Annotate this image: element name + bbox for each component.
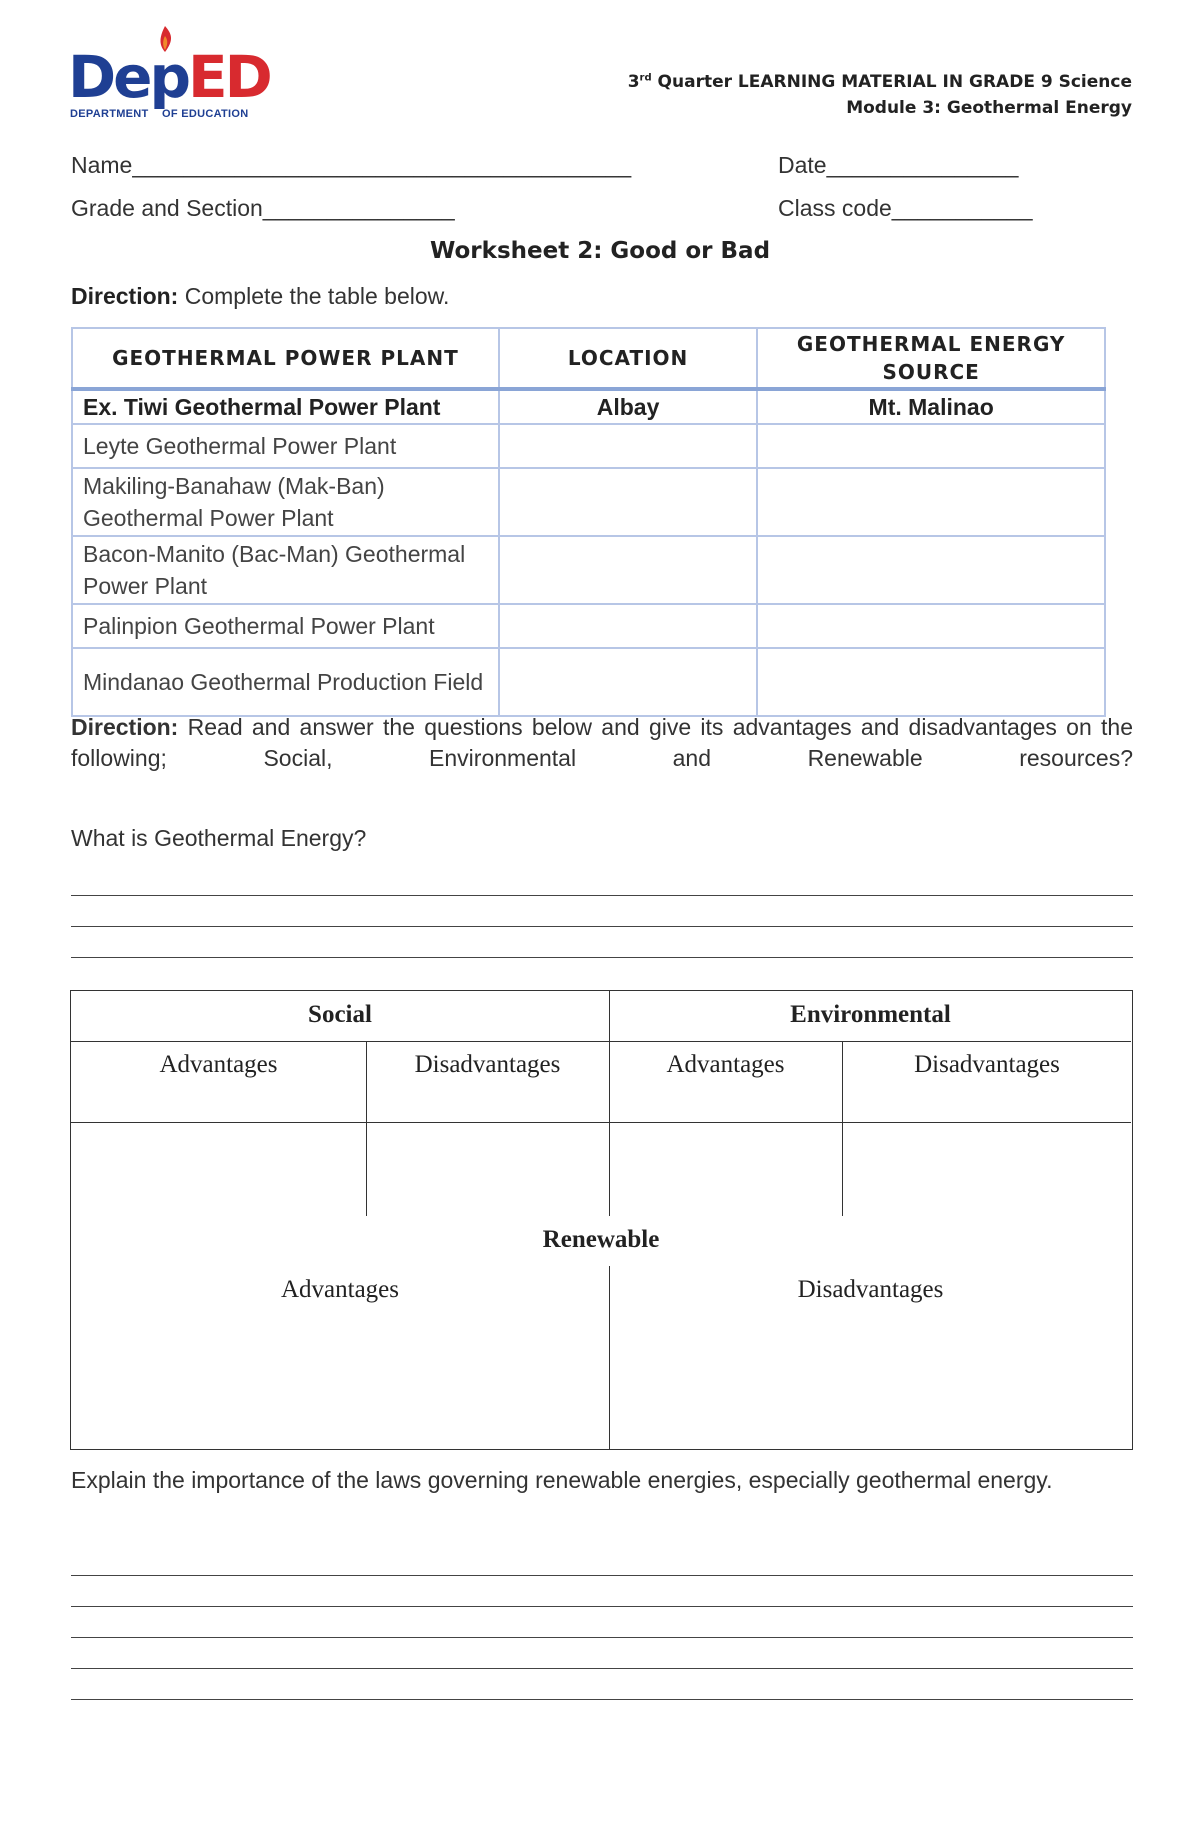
table-row: [72, 604, 1105, 648]
header-module: Module 3: Geothermal Energy: [846, 98, 1132, 118]
social-disadvantages: Disadvantages: [414, 1051, 561, 1078]
answer-line[interactable]: [71, 1575, 1133, 1576]
question-what-is-geothermal: What is Geothermal Energy?: [71, 825, 367, 851]
header-quarter: 3rd Quarter LEARNING MATERIAL IN GRADE 9 Science: [627, 72, 1132, 92]
location-cell[interactable]: [499, 604, 758, 648]
advantages-table: [70, 990, 1133, 1450]
table-row-example: [72, 389, 1105, 424]
deped-logo: [66, 24, 276, 124]
question-laws-importance: Explain the importance of the laws governing renewable energies, especially geothermal energy.: [71, 1467, 1053, 1493]
header-power-plant: GEOTHERMAL POWER PLANT: [72, 328, 499, 389]
example-source: Mt. Malinao: [757, 389, 1105, 424]
answer-line[interactable]: [71, 1699, 1133, 1700]
source-cell[interactable]: [757, 468, 1105, 536]
grade-section-field[interactable]: Grade and Section_______________: [71, 195, 455, 221]
logo-subtitle: DEPARTMENT OF EDUCATION: [70, 108, 249, 120]
direction-1: Direction: Complete the table below.: [71, 283, 450, 309]
name-field[interactable]: Name_______________________________________: [71, 152, 632, 178]
renewable-advantages: Advantages: [280, 1276, 400, 1303]
example-plant: Ex. Tiwi Geothermal Power Plant: [72, 389, 499, 424]
plant-name: Bacon-Manito (Bac-Man) Geothermal Power Plant: [72, 536, 499, 604]
source-cell[interactable]: [757, 536, 1105, 604]
answer-line[interactable]: [71, 957, 1133, 958]
plant-name: Mindanao Geothermal Production Field: [72, 648, 499, 716]
answer-line[interactable]: [71, 1668, 1133, 1669]
social-heading: Social: [308, 1001, 372, 1028]
answer-line[interactable]: [71, 926, 1133, 927]
table-row: [72, 468, 1105, 536]
header-location: LOCATION: [499, 328, 758, 389]
example-location: Albay: [499, 389, 758, 424]
worksheet-title: Worksheet 2: Good or Bad: [429, 238, 771, 264]
location-cell[interactable]: [499, 424, 758, 468]
direction-2: Direction: Read and answer the questions below and give its advantages and disadvantages on the following; Social, Environmental and Renewable resources?: [71, 714, 1133, 771]
table-row: [72, 648, 1105, 716]
header-energy-source: GEOTHERMAL ENERGY SOURCE: [757, 328, 1105, 389]
answer-line[interactable]: [71, 1637, 1133, 1638]
logo-wordmark: DepED: [68, 43, 270, 111]
environmental-advantages: Advantages: [666, 1051, 785, 1078]
location-cell[interactable]: [499, 468, 758, 536]
plant-name: Leyte Geothermal Power Plant: [72, 424, 499, 468]
answer-line[interactable]: [71, 895, 1133, 896]
location-cell[interactable]: [499, 648, 758, 716]
source-cell[interactable]: [757, 424, 1105, 468]
plant-name: Makiling-Banahaw (Mak-Ban) Geothermal Power Plant: [72, 468, 499, 536]
power-plant-table: [71, 327, 1106, 717]
source-cell[interactable]: [757, 648, 1105, 716]
renewable-heading: Renewable: [542, 1226, 660, 1253]
answer-line[interactable]: [71, 1606, 1133, 1607]
environmental-disadvantages: Disadvantages: [914, 1051, 1060, 1078]
plant-name: Palinpion Geothermal Power Plant: [72, 604, 499, 648]
environmental-heading: Environmental: [790, 1001, 951, 1028]
source-cell[interactable]: [757, 604, 1105, 648]
renewable-disadvantages: Disadvantages: [797, 1276, 944, 1303]
social-advantages: Advantages: [159, 1051, 278, 1078]
table-row: [72, 536, 1105, 604]
location-cell[interactable]: [499, 536, 758, 604]
table-row: [72, 424, 1105, 468]
class-code-field[interactable]: Class code___________: [778, 195, 1033, 221]
date-field[interactable]: Date_______________: [778, 152, 1019, 178]
